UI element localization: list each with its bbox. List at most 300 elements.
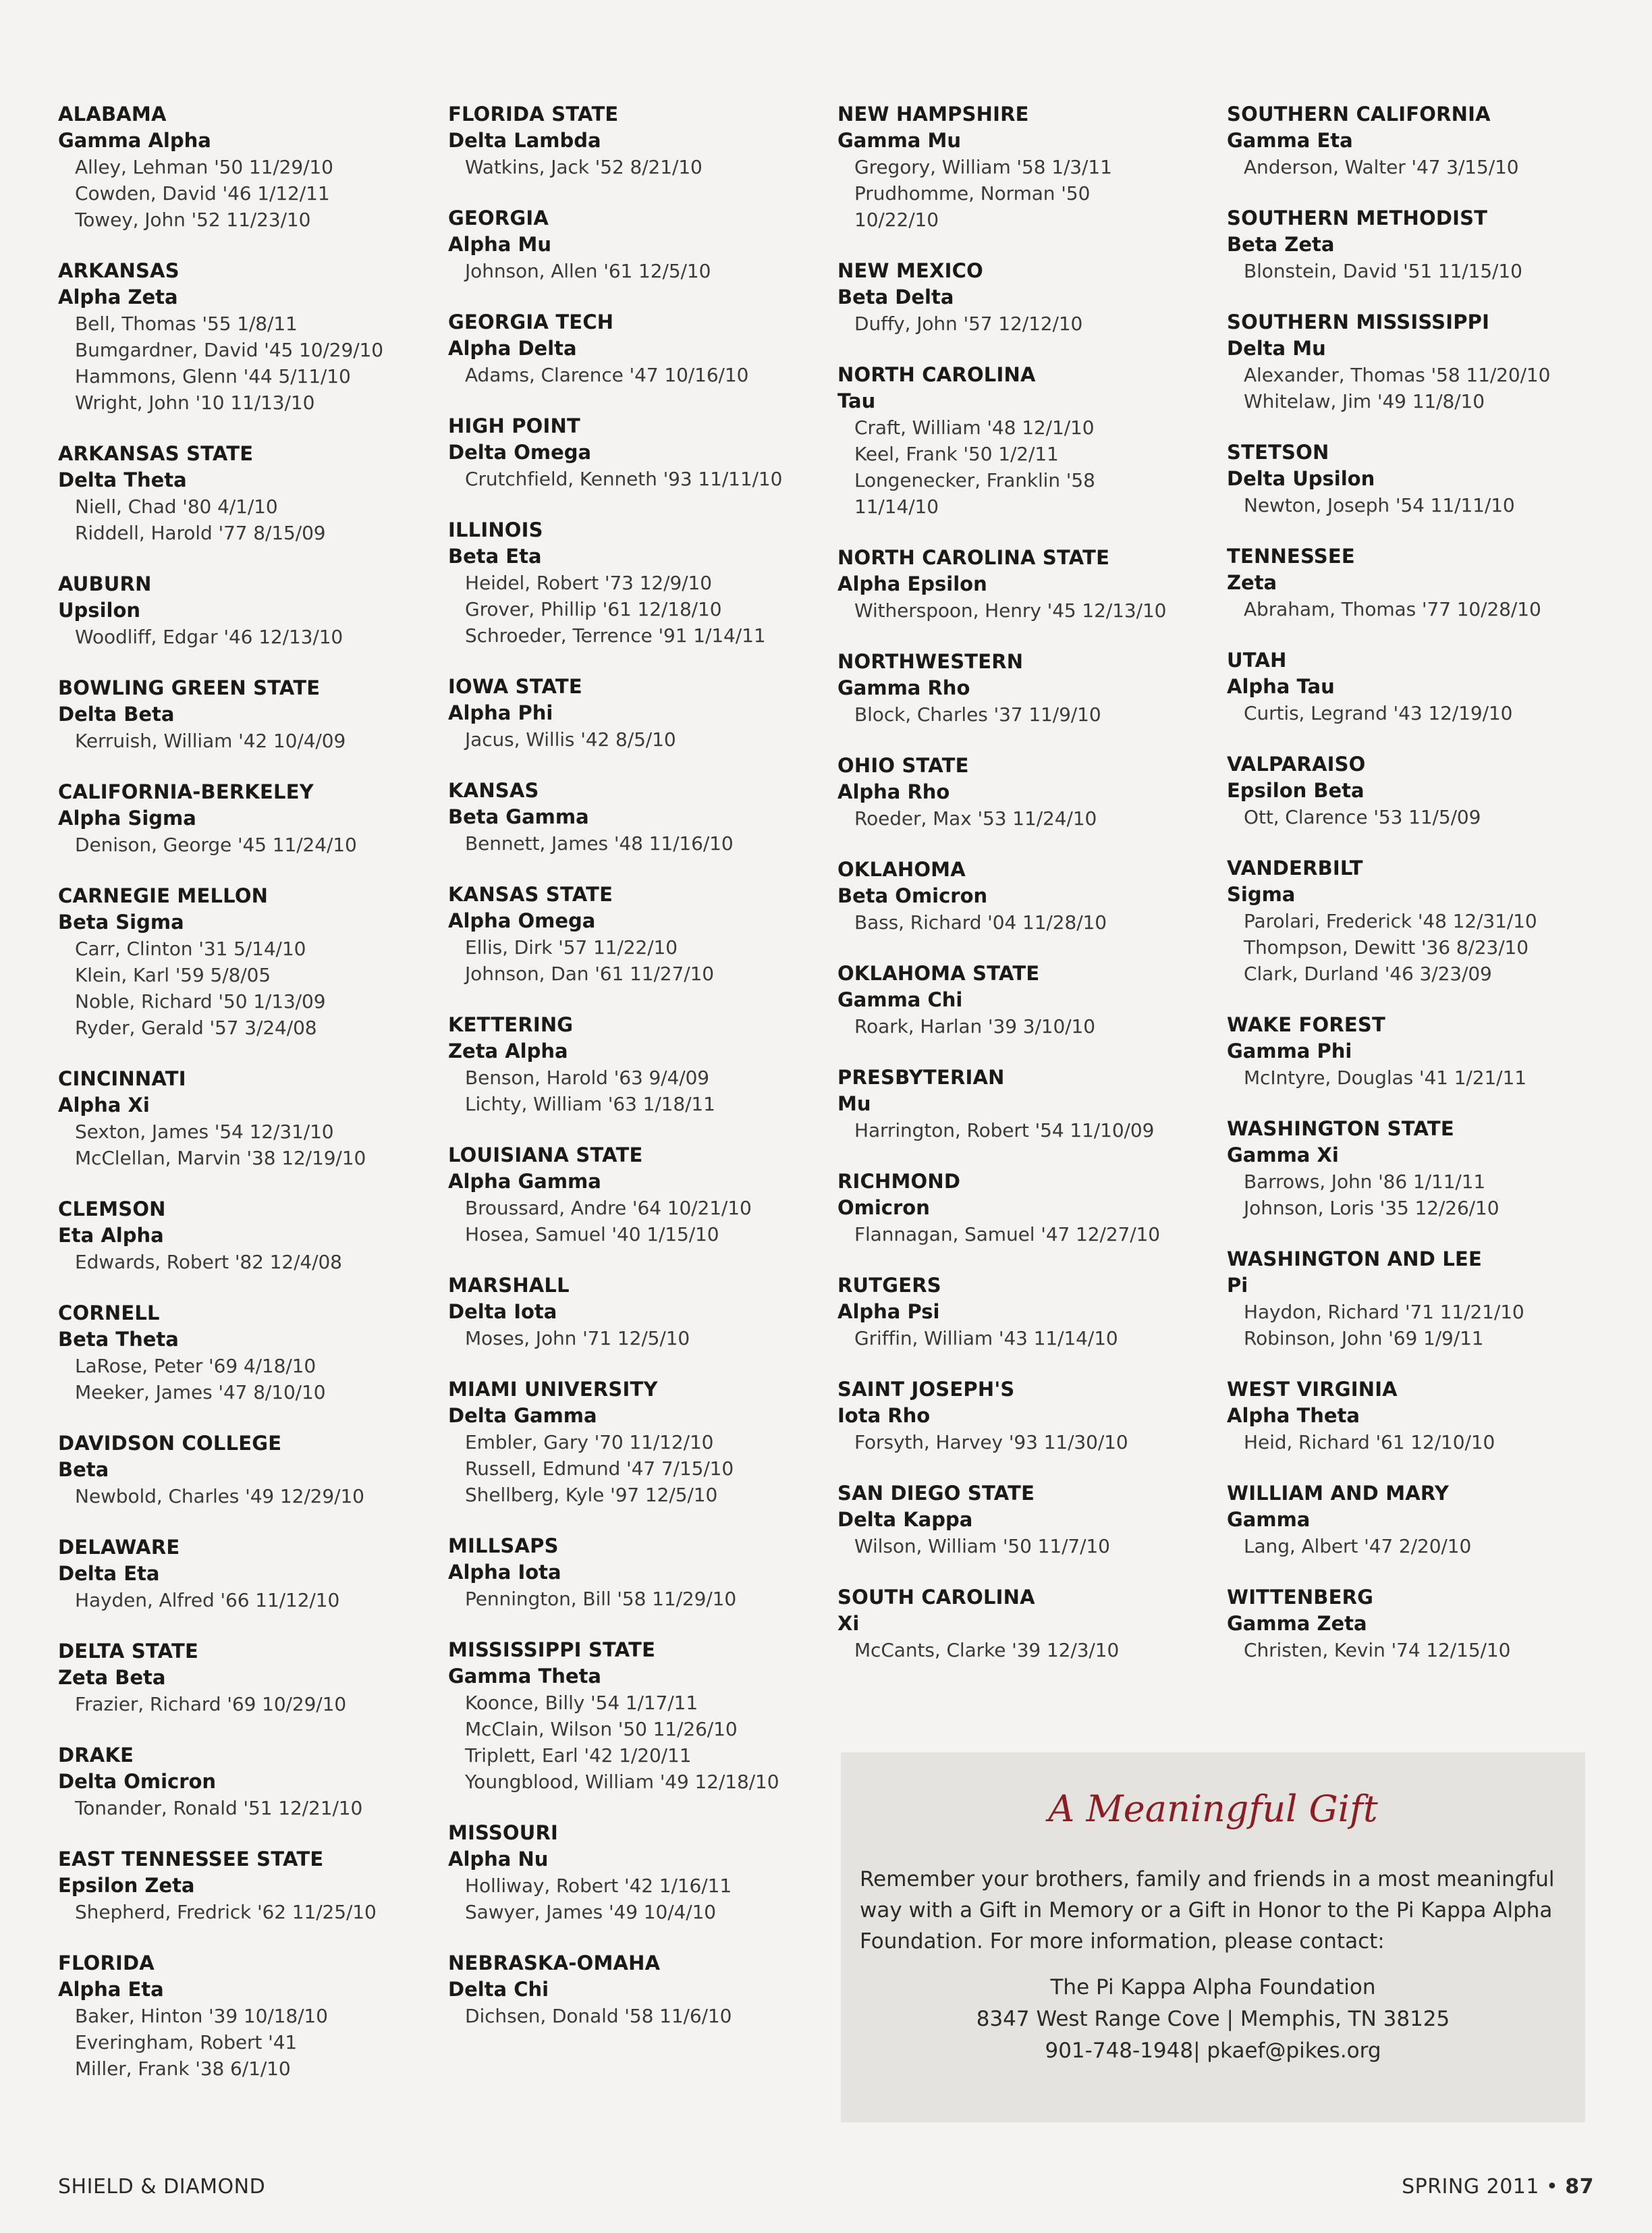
school-name: CINCINNATI — [58, 1067, 186, 1090]
member-entry: Craft, William '48 12/1/10 — [854, 416, 1095, 439]
member-entry: Sawyer, James '49 10/4/10 — [465, 1901, 717, 1923]
chapter-name: Xi — [837, 1612, 860, 1635]
chapter-name: Alpha Rho — [837, 780, 950, 803]
school-name: OKLAHOMA STATE — [837, 962, 1040, 985]
school-listing — [837, 258, 1215, 337]
chapter-name: Upsilon — [58, 599, 141, 622]
chapter-name: Beta Theta — [58, 1328, 179, 1351]
member-entry: Cowden, David '46 1/12/11 — [75, 182, 330, 205]
member-entry: Meeker, James '47 8/10/10 — [75, 1381, 326, 1403]
chapter-name: Epsilon Zeta — [58, 1874, 195, 1897]
school-name: SOUTHERN MISSISSIPPI — [1227, 311, 1490, 333]
chapter-name: Alpha Mu — [448, 233, 551, 256]
member-entry: Woodliff, Edgar '46 12/13/10 — [75, 626, 343, 648]
member-entry: Heidel, Robert '73 12/9/10 — [465, 572, 712, 594]
member-entry: Miller, Frank '38 6/1/10 — [75, 2057, 291, 2080]
school-name: GEORGIA TECH — [448, 311, 614, 333]
member-entry: McClellan, Marvin '38 12/19/10 — [75, 1147, 366, 1169]
school-name: WILLIAM AND MARY — [1227, 1482, 1450, 1505]
member-list — [1227, 1299, 1605, 1351]
school-name: NEW HAMPSHIRE — [837, 103, 1029, 126]
school-listing — [448, 517, 826, 649]
school-listing — [837, 1376, 1215, 1455]
school-listing — [837, 649, 1215, 728]
school-listing — [58, 1300, 436, 1405]
member-entry: Lang, Albert '47 2/20/10 — [1244, 1535, 1472, 1557]
member-entry: Embler, Gary '70 11/12/10 — [465, 1431, 714, 1453]
member-entry: Anderson, Walter '47 3/15/10 — [1244, 156, 1519, 178]
chapter-name: Gamma Rho — [837, 676, 970, 699]
school-listing — [448, 674, 826, 753]
school-name: NEBRASKA-OMAHA — [448, 1952, 661, 1974]
member-entry: Niell, Chad '80 4/1/10 — [75, 495, 278, 518]
member-list — [448, 1429, 826, 1508]
member-entry: Parolari, Frederick '48 12/31/10 — [1244, 910, 1537, 932]
chapter-name: Beta Sigma — [58, 911, 184, 934]
member-list — [58, 1691, 436, 1717]
school-listing — [837, 1168, 1215, 1247]
school-listing — [837, 857, 1215, 936]
member-list — [837, 1533, 1215, 1559]
school-listing — [448, 1637, 826, 1795]
member-entry: Longenecker, Franklin '58 — [854, 469, 1095, 491]
school-listing — [58, 883, 436, 1041]
chapter-name: Delta Beta — [58, 703, 175, 726]
member-entry: Blonstein, David '51 11/15/10 — [1244, 260, 1522, 282]
member-entry: Shepherd, Fredrick '62 11/25/10 — [75, 1901, 377, 1923]
school-name: VALPARAISO — [1227, 753, 1366, 776]
chapter-name: Gamma Alpha — [58, 129, 211, 152]
school-listing — [58, 1066, 436, 1171]
member-list — [58, 311, 436, 416]
member-list — [1227, 804, 1605, 830]
member-list — [837, 1221, 1215, 1247]
chapter-name: Zeta Alpha — [448, 1040, 568, 1062]
member-entry: Barrows, John '86 1/11/11 — [1244, 1171, 1486, 1193]
chapter-name: Delta Lambda — [448, 129, 601, 152]
school-name: MISSOURI — [448, 1821, 559, 1844]
member-list — [448, 1195, 826, 1247]
member-list — [58, 1483, 436, 1509]
chapter-name: Delta Kappa — [837, 1508, 973, 1531]
school-listing — [1227, 309, 1605, 414]
chapter-name: Alpha Phi — [448, 701, 553, 724]
member-entry: Bumgardner, David '45 10/29/10 — [75, 339, 383, 361]
chapter-name: Alpha Delta — [448, 337, 577, 360]
member-entry: Heid, Richard '61 12/10/10 — [1244, 1431, 1495, 1453]
member-entry: Baker, Hinton '39 10/18/10 — [75, 2005, 328, 2027]
school-name: WAKE FOREST — [1227, 1013, 1385, 1036]
member-entry: Ott, Clarence '53 11/5/09 — [1244, 806, 1481, 828]
school-name: NORTH CAROLINA STATE — [837, 546, 1110, 569]
member-entry: Ellis, Dirk '57 11/22/10 — [465, 936, 678, 959]
member-entry: Towey, John '52 11/23/10 — [75, 209, 311, 231]
chapter-name: Beta Omicron — [837, 884, 988, 907]
school-name: ARKANSAS STATE — [58, 442, 254, 465]
member-list — [448, 1873, 826, 1925]
chapter-name: Beta Gamma — [448, 805, 589, 828]
member-entry: Edwards, Robert '82 12/4/08 — [75, 1251, 342, 1273]
member-entry: Haydon, Richard '71 11/21/10 — [1244, 1301, 1524, 1323]
school-listing — [837, 1584, 1215, 1663]
school-name: FLORIDA STATE — [448, 103, 619, 126]
member-list — [1227, 492, 1605, 518]
member-list — [448, 466, 826, 492]
chapter-name: Beta Delta — [837, 286, 954, 308]
member-list — [837, 805, 1215, 832]
member-entry: Watkins, Jack '52 8/21/10 — [465, 156, 703, 178]
member-entry: Ryder, Gerald '57 3/24/08 — [75, 1017, 317, 1039]
member-entry: Riddell, Harold '77 8/15/09 — [75, 522, 326, 544]
school-name: AUBURN — [58, 572, 152, 595]
school-name: WEST VIRGINIA — [1227, 1378, 1398, 1401]
chapter-name: Alpha Iota — [448, 1561, 561, 1584]
school-listing — [1227, 439, 1605, 518]
member-entry: Bennett, James '48 11/16/10 — [465, 832, 734, 855]
gift-contact — [841, 1972, 1585, 2067]
school-listing — [448, 101, 826, 180]
school-name: HIGH POINT — [448, 414, 580, 437]
member-entry: Johnson, Dan '61 11/27/10 — [465, 963, 714, 985]
chapter-name: Delta Omicron — [58, 1770, 217, 1793]
member-entry: Hosea, Samuel '40 1/15/10 — [465, 1223, 719, 1245]
school-listing — [448, 413, 826, 492]
member-entry: Denison, George '45 11/24/10 — [75, 834, 357, 856]
school-name: KETTERING — [448, 1013, 574, 1036]
chapter-name: Gamma Eta — [1227, 129, 1353, 152]
member-list — [58, 2003, 436, 2082]
member-entry: Robinson, John '69 1/9/11 — [1244, 1327, 1484, 1349]
member-list — [837, 701, 1215, 728]
member-entry: McClain, Wilson '50 11/26/10 — [465, 1718, 738, 1740]
school-name: EAST TENNESSEE STATE — [58, 1848, 324, 1871]
school-listing — [58, 1638, 436, 1717]
member-entry: Prudhomme, Norman '50 — [854, 182, 1091, 205]
school-name: SOUTH CAROLINA — [837, 1586, 1035, 1609]
school-listing — [448, 1012, 826, 1117]
chapter-name: Gamma Chi — [837, 988, 963, 1011]
member-entry: Crutchfield, Kenneth '93 11/11/10 — [465, 468, 783, 490]
member-entry: Adams, Clarence '47 10/16/10 — [465, 364, 749, 386]
member-list — [58, 1353, 436, 1405]
member-entry: Benson, Harold '63 9/4/09 — [465, 1067, 709, 1089]
member-entry: Dichsen, Donald '58 11/6/10 — [465, 2005, 732, 2027]
chapter-name: Alpha Sigma — [58, 807, 196, 830]
member-entry: McCants, Clarke '39 12/3/10 — [854, 1639, 1120, 1661]
school-listing — [448, 1950, 826, 2029]
chapter-name: Alpha Omega — [448, 909, 596, 932]
member-entry: Abraham, Thomas '77 10/28/10 — [1244, 598, 1541, 620]
chapter-name: Delta Chi — [448, 1978, 549, 2001]
column-2 — [448, 101, 826, 2054]
chapter-name: Beta Eta — [448, 545, 542, 568]
member-entry: Forsyth, Harvey '93 11/30/10 — [854, 1431, 1128, 1453]
chapter-name: Delta Omega — [448, 441, 592, 464]
school-listing — [58, 1430, 436, 1509]
page-number: 87 — [1565, 2175, 1594, 2199]
member-list — [1227, 700, 1605, 726]
member-entry: Whitelaw, Jim '49 11/8/10 — [1244, 390, 1485, 412]
member-list — [58, 832, 436, 858]
school-listing — [58, 1196, 436, 1275]
member-entry: Christen, Kevin '74 12/15/10 — [1244, 1639, 1511, 1661]
chapter-name: Pi — [1227, 1274, 1248, 1297]
member-list — [837, 1117, 1215, 1144]
school-listing — [1227, 751, 1605, 830]
school-name: PRESBYTERIAN — [837, 1066, 1005, 1089]
member-list — [1227, 258, 1605, 284]
school-listing — [448, 882, 826, 987]
member-entry: Gregory, William '58 1/3/11 — [854, 156, 1112, 178]
member-entry: Curtis, Legrand '43 12/19/10 — [1244, 702, 1513, 724]
member-list — [1227, 1429, 1605, 1455]
school-listing — [1227, 1116, 1605, 1221]
chapter-name: Alpha Tau — [1227, 675, 1335, 698]
member-entry: Clark, Durland '46 3/23/09 — [1244, 963, 1492, 985]
member-list — [448, 570, 826, 649]
chapter-name: Epsilon Beta — [1227, 779, 1365, 802]
member-entry: Alley, Lehman '50 11/29/10 — [75, 156, 333, 178]
member-entry: Schroeder, Terrence '91 1/14/11 — [465, 624, 766, 647]
school-name: SOUTHERN METHODIST — [1227, 207, 1488, 230]
member-entry: 10/22/10 — [854, 209, 939, 231]
member-list — [448, 726, 826, 753]
chapter-name: Gamma Phi — [1227, 1040, 1352, 1062]
chapter-name: Delta Eta — [58, 1562, 160, 1585]
contact-address: 8347 West Range Cove | Memphis, TN 38125 — [976, 2007, 1450, 2031]
gift-callout-box — [841, 1752, 1585, 2122]
chapter-name: Beta — [58, 1458, 109, 1481]
school-listing — [448, 778, 826, 857]
member-entry: Harrington, Robert '54 11/10/09 — [854, 1119, 1155, 1141]
member-entry: Hammons, Glenn '44 5/11/10 — [75, 365, 351, 387]
column-4 — [1227, 101, 1605, 1688]
school-name: BOWLING GREEN STATE — [58, 676, 321, 699]
member-entry: McIntyre, Douglas '41 1/21/11 — [1244, 1067, 1526, 1089]
chapter-name: Gamma Mu — [837, 129, 961, 152]
member-list — [1227, 1065, 1605, 1091]
school-listing — [58, 258, 436, 416]
school-listing — [1227, 647, 1605, 726]
member-entry: Duffy, John '57 12/12/10 — [854, 313, 1083, 335]
chapter-name: Zeta — [1227, 571, 1277, 594]
school-listing — [448, 1376, 826, 1508]
school-name: WASHINGTON STATE — [1227, 1117, 1454, 1140]
member-list — [448, 1325, 826, 1351]
column-3 — [837, 101, 1215, 1688]
member-entry: Roeder, Max '53 11/24/10 — [854, 807, 1097, 830]
chapter-name: Alpha Epsilon — [837, 572, 987, 595]
member-list — [448, 2003, 826, 2029]
member-entry: Everingham, Robert '41 — [75, 2031, 298, 2053]
school-name: WITTENBERG — [1227, 1586, 1374, 1609]
chapter-name: Eta Alpha — [58, 1224, 164, 1247]
school-listing — [1227, 1246, 1605, 1351]
member-entry: Block, Charles '37 11/9/10 — [854, 703, 1101, 726]
footer-issue-label: SPRING 2011 • — [1402, 2175, 1566, 2199]
member-list — [1227, 908, 1605, 987]
member-entry: Triplett, Earl '42 1/20/11 — [465, 1744, 692, 1767]
chapter-name: Beta Zeta — [1227, 233, 1335, 256]
chapter-name: Alpha Gamma — [448, 1170, 601, 1193]
member-list — [837, 311, 1215, 337]
member-list — [837, 1429, 1215, 1455]
school-name: GEORGIA — [448, 207, 549, 230]
school-name: DRAKE — [58, 1744, 134, 1767]
member-entry: Johnson, Loris '35 12/26/10 — [1244, 1197, 1499, 1219]
member-entry: Johnson, Allen '61 12/5/10 — [465, 260, 711, 282]
chapter-name: Alpha Psi — [837, 1300, 940, 1323]
member-list — [448, 258, 826, 284]
school-listing — [448, 1272, 826, 1351]
school-listing — [1227, 1376, 1605, 1455]
member-list — [837, 154, 1215, 233]
school-name: SOUTHERN CALIFORNIA — [1227, 103, 1491, 126]
member-list — [58, 1249, 436, 1275]
school-listing — [448, 1820, 826, 1925]
member-list — [58, 1899, 436, 1925]
member-list — [837, 597, 1215, 624]
member-entry: Grover, Phillip '61 12/18/10 — [465, 598, 722, 620]
school-listing — [1227, 205, 1605, 284]
member-list — [58, 493, 436, 546]
chapter-name: Tau — [837, 389, 876, 412]
member-entry: Witherspoon, Henry '45 12/13/10 — [854, 599, 1167, 622]
member-list — [448, 362, 826, 388]
chapter-name: Alpha Zeta — [58, 286, 178, 308]
member-list — [448, 1690, 826, 1795]
member-list — [58, 1119, 436, 1171]
contact-organization: The Pi Kappa Alpha Foundation — [1050, 1975, 1376, 1999]
school-name: ILLINOIS — [448, 518, 543, 541]
chapter-name: Alpha Xi — [58, 1094, 150, 1116]
chapter-name: Alpha Theta — [1227, 1404, 1360, 1427]
school-listing — [1227, 1584, 1605, 1663]
school-listing — [1227, 855, 1605, 987]
member-entry: Wilson, William '50 11/7/10 — [854, 1535, 1110, 1557]
school-listing — [58, 101, 436, 233]
gift-body-text: Remember your brothers, family and friends in a most meaningful way with a Gift in Memory or a Gift in Honor to the Pi Kappa Alpha Foundation. For more information, please contact: — [860, 1867, 1555, 1954]
school-listing — [448, 1142, 826, 1247]
member-entry: Pennington, Bill '58 11/29/10 — [465, 1588, 737, 1610]
chapter-name: Delta Theta — [58, 468, 187, 491]
member-entry: Sexton, James '54 12/31/10 — [75, 1121, 334, 1143]
school-listing — [448, 205, 826, 284]
contact-phone-email: 901-748-1948| pkaef@pikes.org — [1045, 2039, 1381, 2063]
school-name: RUTGERS — [837, 1274, 941, 1297]
gift-title: A Meaningful Gift — [1048, 1787, 1378, 1830]
chapter-name: Gamma — [1227, 1508, 1311, 1531]
school-name: CALIFORNIA-BERKELEY — [58, 780, 314, 803]
school-listing — [58, 441, 436, 546]
school-name: UTAH — [1227, 649, 1287, 672]
member-entry: Griffin, William '43 11/14/10 — [854, 1327, 1118, 1349]
member-entry: 11/14/10 — [854, 495, 939, 518]
member-entry: Broussard, Andre '64 10/21/10 — [465, 1197, 752, 1219]
chapter-name: Zeta Beta — [58, 1666, 166, 1689]
footer-issue — [1402, 2175, 1594, 2199]
member-entry: Noble, Richard '50 1/13/09 — [75, 990, 326, 1013]
member-entry: Newton, Joseph '54 11/11/10 — [1244, 494, 1515, 516]
school-name: TENNESSEE — [1227, 545, 1355, 568]
school-listing — [837, 753, 1215, 832]
school-name: DAVIDSON COLLEGE — [58, 1432, 282, 1455]
chapter-name: Delta Iota — [448, 1300, 557, 1323]
school-listing — [837, 101, 1215, 233]
member-list — [58, 624, 436, 650]
column-1 — [58, 101, 436, 2107]
school-name: MIAMI UNIVERSITY — [448, 1378, 658, 1401]
school-name: MILLSAPS — [448, 1534, 559, 1557]
member-list — [58, 936, 436, 1041]
member-list — [58, 1587, 436, 1613]
member-entry: Flannagan, Samuel '47 12/27/10 — [854, 1223, 1161, 1245]
school-name: CARNEGIE MELLON — [58, 884, 269, 907]
member-entry: Jacus, Willis '42 8/5/10 — [465, 728, 676, 751]
member-entry: Klein, Karl '59 5/8/05 — [75, 964, 271, 986]
member-entry: Roark, Harlan '39 3/10/10 — [854, 1015, 1095, 1038]
school-name: MISSISSIPPI STATE — [448, 1638, 656, 1661]
school-listing — [1227, 543, 1605, 622]
school-listing — [1227, 1012, 1605, 1091]
school-listing — [58, 1950, 436, 2082]
school-name: FLORIDA — [58, 1952, 155, 1974]
member-list — [1227, 1533, 1605, 1559]
school-name: CORNELL — [58, 1301, 160, 1324]
member-list — [448, 1065, 826, 1117]
school-listing — [1227, 1480, 1605, 1559]
school-listing — [58, 779, 436, 858]
school-listing — [837, 961, 1215, 1040]
school-name: SAN DIEGO STATE — [837, 1482, 1035, 1505]
member-list — [1227, 596, 1605, 622]
school-name: MARSHALL — [448, 1274, 570, 1297]
school-name: RICHMOND — [837, 1170, 961, 1193]
member-entry: Newbold, Charles '49 12/29/10 — [75, 1485, 364, 1507]
school-name: NEW MEXICO — [837, 259, 983, 282]
chapter-name: Alpha Nu — [448, 1848, 549, 1871]
member-entry: Keel, Frank '50 1/2/11 — [854, 443, 1059, 465]
chapter-name: Delta Gamma — [448, 1404, 597, 1427]
chapter-name: Iota Rho — [837, 1404, 931, 1427]
footer-publication: SHIELD & DIAMOND — [58, 2175, 266, 2199]
school-name: KANSAS STATE — [448, 883, 613, 906]
school-listing — [837, 1065, 1215, 1144]
member-list — [1227, 362, 1605, 414]
school-listing — [58, 675, 436, 754]
member-list — [837, 909, 1215, 936]
chapter-name: Gamma Zeta — [1227, 1612, 1367, 1635]
member-entry: Lichty, William '63 1/18/11 — [465, 1093, 715, 1115]
member-entry: Hayden, Alfred '66 11/12/10 — [75, 1589, 340, 1611]
chapter-name: Gamma Xi — [1227, 1144, 1339, 1166]
school-name: LOUISIANA STATE — [448, 1144, 643, 1166]
chapter-name: Delta Upsilon — [1227, 467, 1375, 490]
chapter-name: Gamma Theta — [448, 1665, 602, 1688]
school-name: OKLAHOMA — [837, 858, 966, 881]
member-list — [1227, 1637, 1605, 1663]
school-listing — [58, 571, 436, 650]
member-entry: Russell, Edmund '47 7/15/10 — [465, 1457, 734, 1480]
member-list — [1227, 1168, 1605, 1221]
member-list — [837, 1013, 1215, 1040]
chapter-name: Omicron — [837, 1196, 930, 1219]
school-listing — [448, 1533, 826, 1612]
school-name: NORTH CAROLINA — [837, 363, 1036, 386]
chapter-name: Mu — [837, 1092, 871, 1115]
member-entry: Wright, John '10 11/13/10 — [75, 392, 315, 414]
school-listing — [58, 1742, 436, 1821]
